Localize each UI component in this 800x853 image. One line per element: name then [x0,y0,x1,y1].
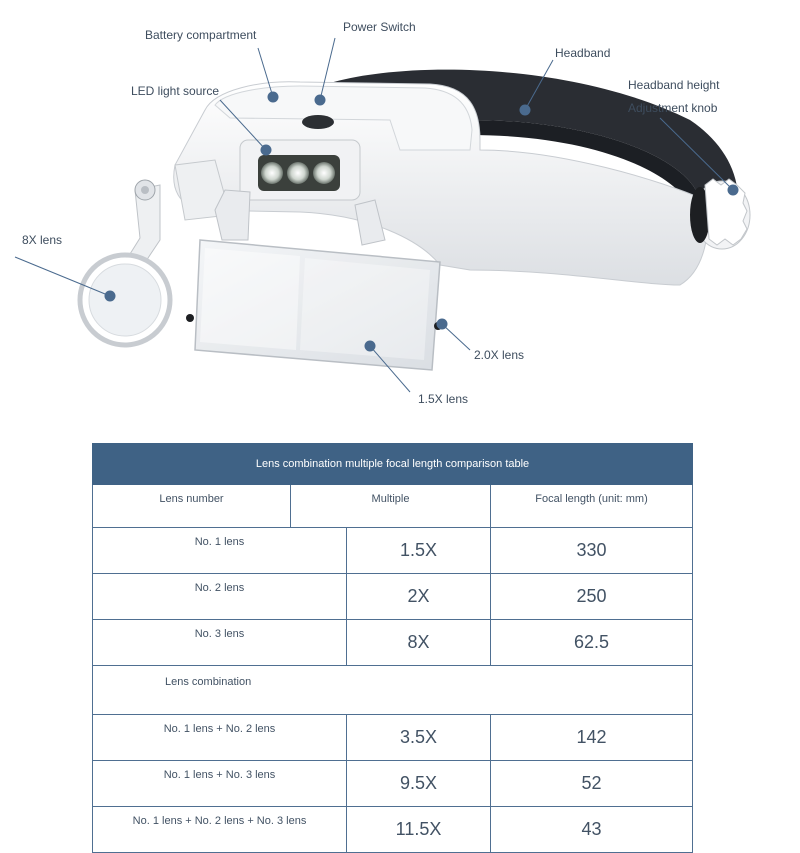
lens-plate [186,240,442,370]
callout-power-switch: Power Switch [343,20,416,34]
lens-cell: No. 1 lens + No. 3 lens [93,761,347,807]
lens-cell: No. 2 lens [93,574,347,620]
callout-headband: Headband [555,46,611,60]
table-row [93,574,693,620]
focal-cell: 142 [491,715,693,761]
led-1 [261,162,283,184]
power-switch [302,115,334,129]
lens-cell: No. 1 lens [93,528,347,574]
lens-cell: No. 3 lens [93,620,347,666]
callout-led-light-source: LED light source [131,84,220,98]
callout-2x-lens: 2.0X lens [474,348,525,362]
loupe-8x [80,180,170,345]
callout-15x-lens: 1.5X lens [418,392,469,406]
lens-cell: No. 1 lens + No. 2 lens [93,715,347,761]
table-row [93,715,693,761]
multiple-cell: 11.5X [347,807,491,853]
focal-length-table [92,443,692,853]
header-lens-number: Lens number [93,485,291,528]
header-multiple: Multiple [291,485,491,528]
multiple-cell: 2X [347,574,491,620]
adjustment-knob [690,179,750,249]
led-2 [287,162,309,184]
callout-headband-height: Headband height [628,78,720,92]
multiple-cell: 9.5X [347,761,491,807]
lens-cell: No. 1 lens + No. 2 lens + No. 3 lens [93,807,347,853]
header-focal-length: Focal length (unit: mm) [491,485,693,528]
focal-cell: 43 [491,807,693,853]
table-title: Lens combination multiple focal length comparison table [93,444,693,485]
table-row [93,620,693,666]
lens-combination-label: Lens combination [93,666,693,715]
focal-cell: 62.5 [491,620,693,666]
callout-8x-lens: 8X lens [22,233,63,247]
focal-cell: 330 [491,528,693,574]
callout-battery-compartment: Battery compartment [145,28,257,42]
multiple-cell: 1.5X [347,528,491,574]
focal-cell: 52 [491,761,693,807]
callout-adjustment-knob: Adjustment knob [628,101,718,115]
combination-section-row [93,666,693,715]
table-row [93,528,693,574]
table-row [93,807,693,853]
headband-magnifier-illustration [0,0,800,420]
multiple-cell: 3.5X [347,715,491,761]
led-3 [313,162,335,184]
multiple-cell: 8X [347,620,491,666]
focal-cell: 250 [491,574,693,620]
product-diagram [0,0,800,420]
